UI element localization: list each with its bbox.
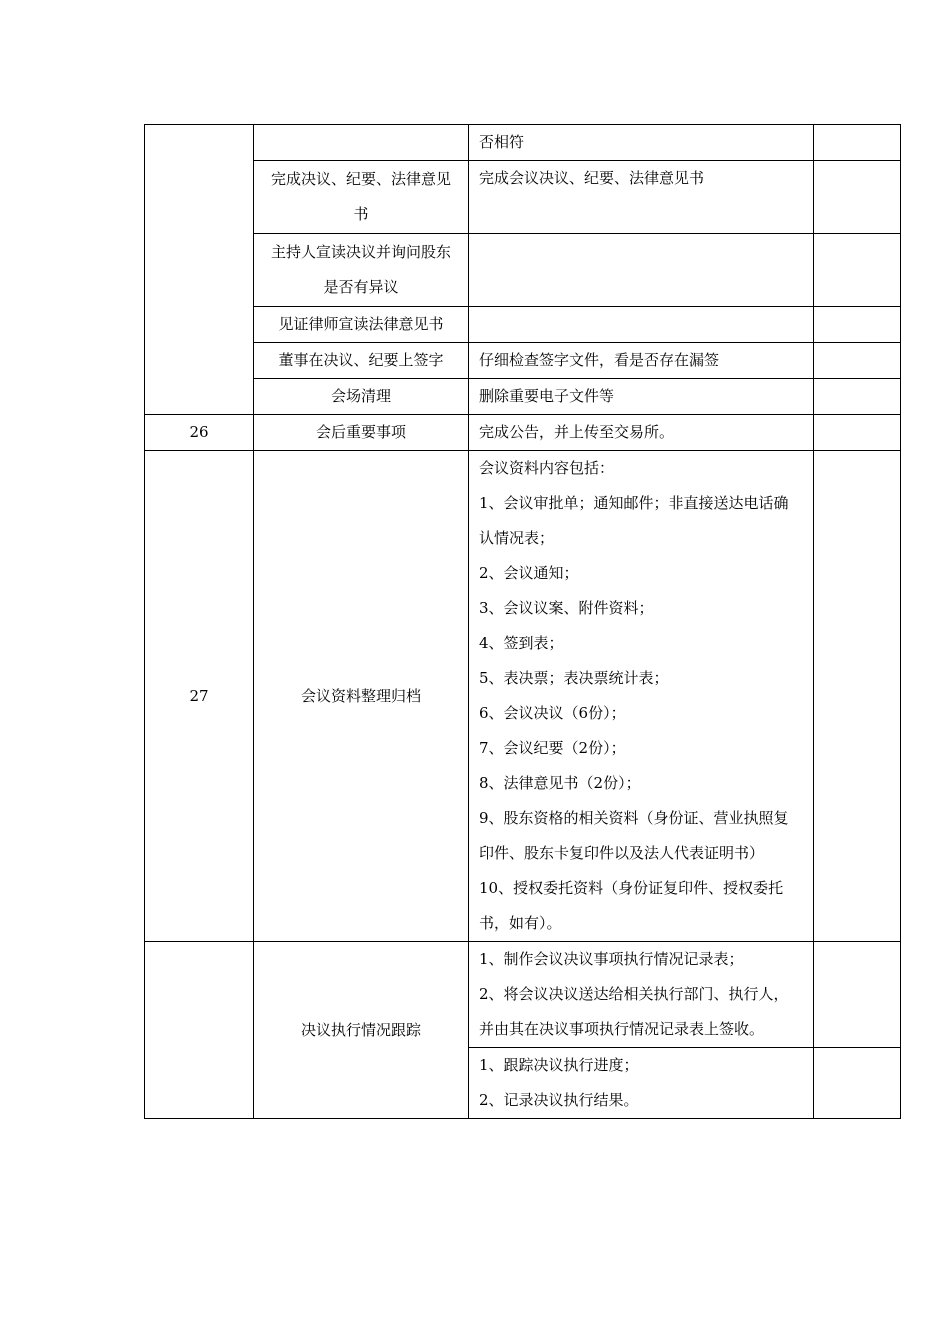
item-cell: 决议执行情况跟踪 xyxy=(254,942,469,1119)
content-line: 7、会议纪要（2份）； xyxy=(479,739,626,757)
item-cell: 完成决议、纪要、法律意见书 xyxy=(254,161,469,234)
content-cell: 删除重要电子文件等 xyxy=(469,379,814,415)
table-row xyxy=(145,125,901,161)
content-line: 会议资料内容包括： xyxy=(479,459,615,477)
content-line: 1、制作会议决议事项执行情况记录表； xyxy=(479,950,744,968)
table-row xyxy=(145,415,901,451)
remark-cell xyxy=(814,125,901,161)
content-cell xyxy=(469,942,814,1048)
table-row xyxy=(145,343,901,379)
content-cell: 否相符 xyxy=(469,125,814,161)
content-line: 3、会议议案、附件资料； xyxy=(479,599,654,617)
table-row xyxy=(145,161,901,234)
procedure-table xyxy=(144,124,901,1119)
content-line: 2、将会议决议送达给相关执行部门、执行人，并由其在决议事项执行情况记录表上签收。 xyxy=(479,985,789,1038)
content-cell xyxy=(469,307,814,343)
content-line: 10、授权委托资料（身份证复印件、授权委托书，如有）。 xyxy=(479,879,784,932)
content-line: 8、法律意见书（2份）； xyxy=(479,774,641,792)
content-line: 4、签到表； xyxy=(479,634,564,652)
content-cell: 仔细检查签字文件，看是否存在漏签 xyxy=(469,343,814,379)
content-line: 1、会议审批单；通知邮件；非直接送达电话确认情况表； xyxy=(479,494,789,547)
remark-cell xyxy=(814,234,901,307)
remark-cell xyxy=(814,942,901,1048)
content-line: 9、股东资格的相关资料（身份证、营业执照复印件、股东卡复印件以及法人代表证明书） xyxy=(479,809,789,862)
item-cell: 会议资料整理归档 xyxy=(254,451,469,942)
content-line: 1、跟踪决议执行进度； xyxy=(479,1056,639,1074)
number-cell xyxy=(145,942,254,1119)
table-row xyxy=(145,234,901,307)
table-row xyxy=(145,379,901,415)
number-cell: 26 xyxy=(145,415,254,451)
content-cell: 完成会议决议、纪要、法律意见书 xyxy=(469,161,814,234)
item-cell: 会后重要事项 xyxy=(254,415,469,451)
remark-cell xyxy=(814,451,901,942)
table-row xyxy=(145,451,901,942)
content-line: 2、记录决议执行结果。 xyxy=(479,1091,639,1109)
item-cell: 会场清理 xyxy=(254,379,469,415)
item-cell: 主持人宣读决议并询问股东是否有异议 xyxy=(254,234,469,307)
item-cell: 董事在决议、纪要上签字 xyxy=(254,343,469,379)
content-cell xyxy=(469,451,814,942)
item-cell xyxy=(254,125,469,161)
item-cell: 见证律师宣读法律意见书 xyxy=(254,307,469,343)
content-cell: 完成公告，并上传至交易所。 xyxy=(469,415,814,451)
remark-cell xyxy=(814,307,901,343)
content-line: 5、表决票；表决票统计表； xyxy=(479,669,669,687)
number-cell: 27 xyxy=(145,451,254,942)
content-line: 2、会议通知； xyxy=(479,564,579,582)
content-cell xyxy=(469,1048,814,1119)
table-row xyxy=(145,307,901,343)
remark-cell xyxy=(814,343,901,379)
remark-cell xyxy=(814,1048,901,1119)
remark-cell xyxy=(814,161,901,234)
remark-cell xyxy=(814,379,901,415)
number-cell xyxy=(145,125,254,415)
remark-cell xyxy=(814,415,901,451)
content-cell xyxy=(469,234,814,307)
content-line: 6、会议决议（6份）； xyxy=(479,704,626,722)
table-row xyxy=(145,942,901,1048)
